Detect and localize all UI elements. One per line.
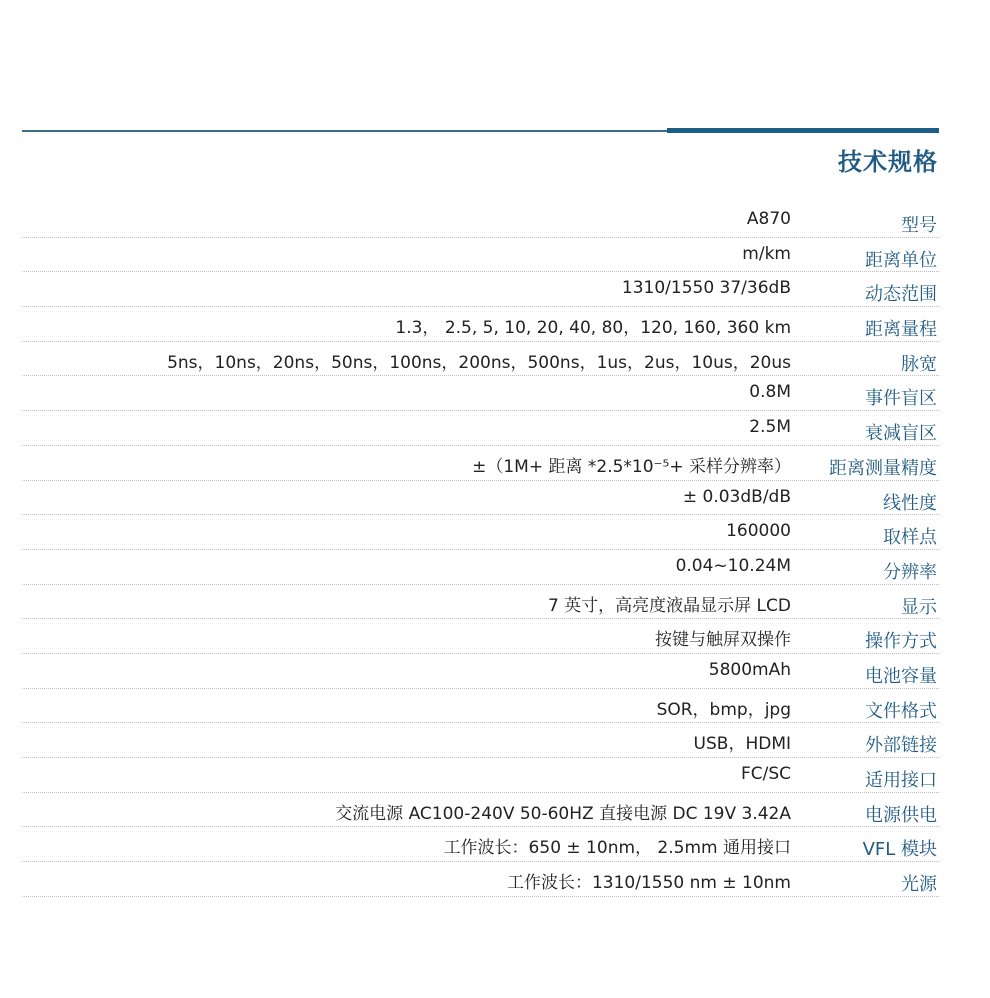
spec-label: 光源	[901, 874, 937, 896]
spec-label: 分辨率	[883, 561, 937, 583]
spec-value: 1.3， 2.5, 5, 10, 20, 40, 80，120, 160, 360 km	[395, 318, 791, 339]
spec-label: 事件盲区	[865, 388, 937, 410]
spec-value: 1310/1550 37/36dB	[621, 278, 791, 299]
spec-value: USB，HDMI	[693, 734, 791, 755]
spec-label: VFL 模块	[862, 839, 937, 861]
spec-row	[22, 619, 939, 654]
spec-value: 0.8M	[749, 382, 791, 403]
spec-row	[22, 723, 939, 758]
spec-value: ±（1M+ 距离 *2.5*10⁻⁵+ 采样分辨率）	[472, 456, 791, 477]
spec-label: 动态范围	[865, 284, 937, 306]
spec-value: ± 0.03dB/dB	[682, 486, 791, 507]
spec-label: 线性度	[883, 492, 937, 514]
spec-row	[22, 827, 939, 862]
spec-label: 显示	[901, 596, 937, 618]
spec-label: 脉宽	[901, 353, 937, 375]
spec-label: 电池容量	[865, 665, 937, 687]
header-rule-thin	[22, 130, 667, 132]
spec-value: 5800mAh	[708, 659, 791, 680]
spec-value: 工作波长：1310/1550 nm ± 10nm	[506, 873, 791, 894]
spec-row	[22, 342, 939, 377]
spec-label: 电源供电	[865, 804, 937, 826]
spec-row	[22, 515, 939, 550]
spec-value: SOR，bmp，jpg	[656, 699, 791, 720]
spec-label: 型号	[901, 215, 937, 236]
spec-label: 适用接口	[865, 770, 937, 791]
spec-row	[22, 689, 939, 724]
spec-row	[22, 446, 939, 481]
spec-value: 2.5M	[749, 417, 791, 438]
spec-row	[22, 550, 939, 585]
spec-row	[22, 758, 939, 793]
spec-value: A870	[746, 209, 791, 229]
spec-value: 160000	[726, 521, 791, 542]
spec-row	[22, 238, 939, 273]
spec-row	[22, 203, 939, 238]
spec-value: FC/SC	[740, 764, 791, 784]
spec-label: 取样点	[883, 527, 937, 549]
spec-row	[22, 793, 939, 828]
spec-row	[22, 654, 939, 689]
spec-label: 文件格式	[865, 700, 937, 722]
spec-label: 外部链接	[865, 735, 937, 757]
spec-value: 交流电源 AC100-240V 50-60HZ 直接电源 DC 19V 3.42A	[335, 803, 791, 824]
spec-label: 距离单位	[865, 249, 937, 271]
spec-row	[22, 272, 939, 307]
spec-label: 衰减盲区	[865, 423, 937, 445]
spec-row	[22, 585, 939, 620]
spec-row	[22, 862, 939, 897]
spec-table	[22, 203, 939, 897]
page-title: 技术规格	[838, 148, 938, 176]
spec-value: m/km	[742, 243, 791, 264]
spec-value: 7 英寸，高亮度液晶显示屏 LCD	[547, 595, 791, 616]
spec-value: 0.04~10.24M	[675, 555, 791, 576]
header-rule-accent	[667, 128, 939, 133]
spec-row	[22, 411, 939, 446]
spec-value: 5ns，10ns，20ns，50ns，100ns，200ns，500ns，1us，2us，10us，20us	[167, 352, 791, 373]
spec-label: 距离测量精度	[829, 457, 937, 479]
spec-label: 距离量程	[865, 319, 937, 341]
spec-value: 工作波长：650 ± 10nm， 2.5mm 通用接口	[443, 838, 791, 859]
spec-row	[22, 376, 939, 411]
spec-label: 操作方式	[865, 631, 937, 653]
spec-row	[22, 481, 939, 516]
spec-value: 按键与触屏双操作	[655, 630, 791, 651]
spec-row	[22, 307, 939, 342]
